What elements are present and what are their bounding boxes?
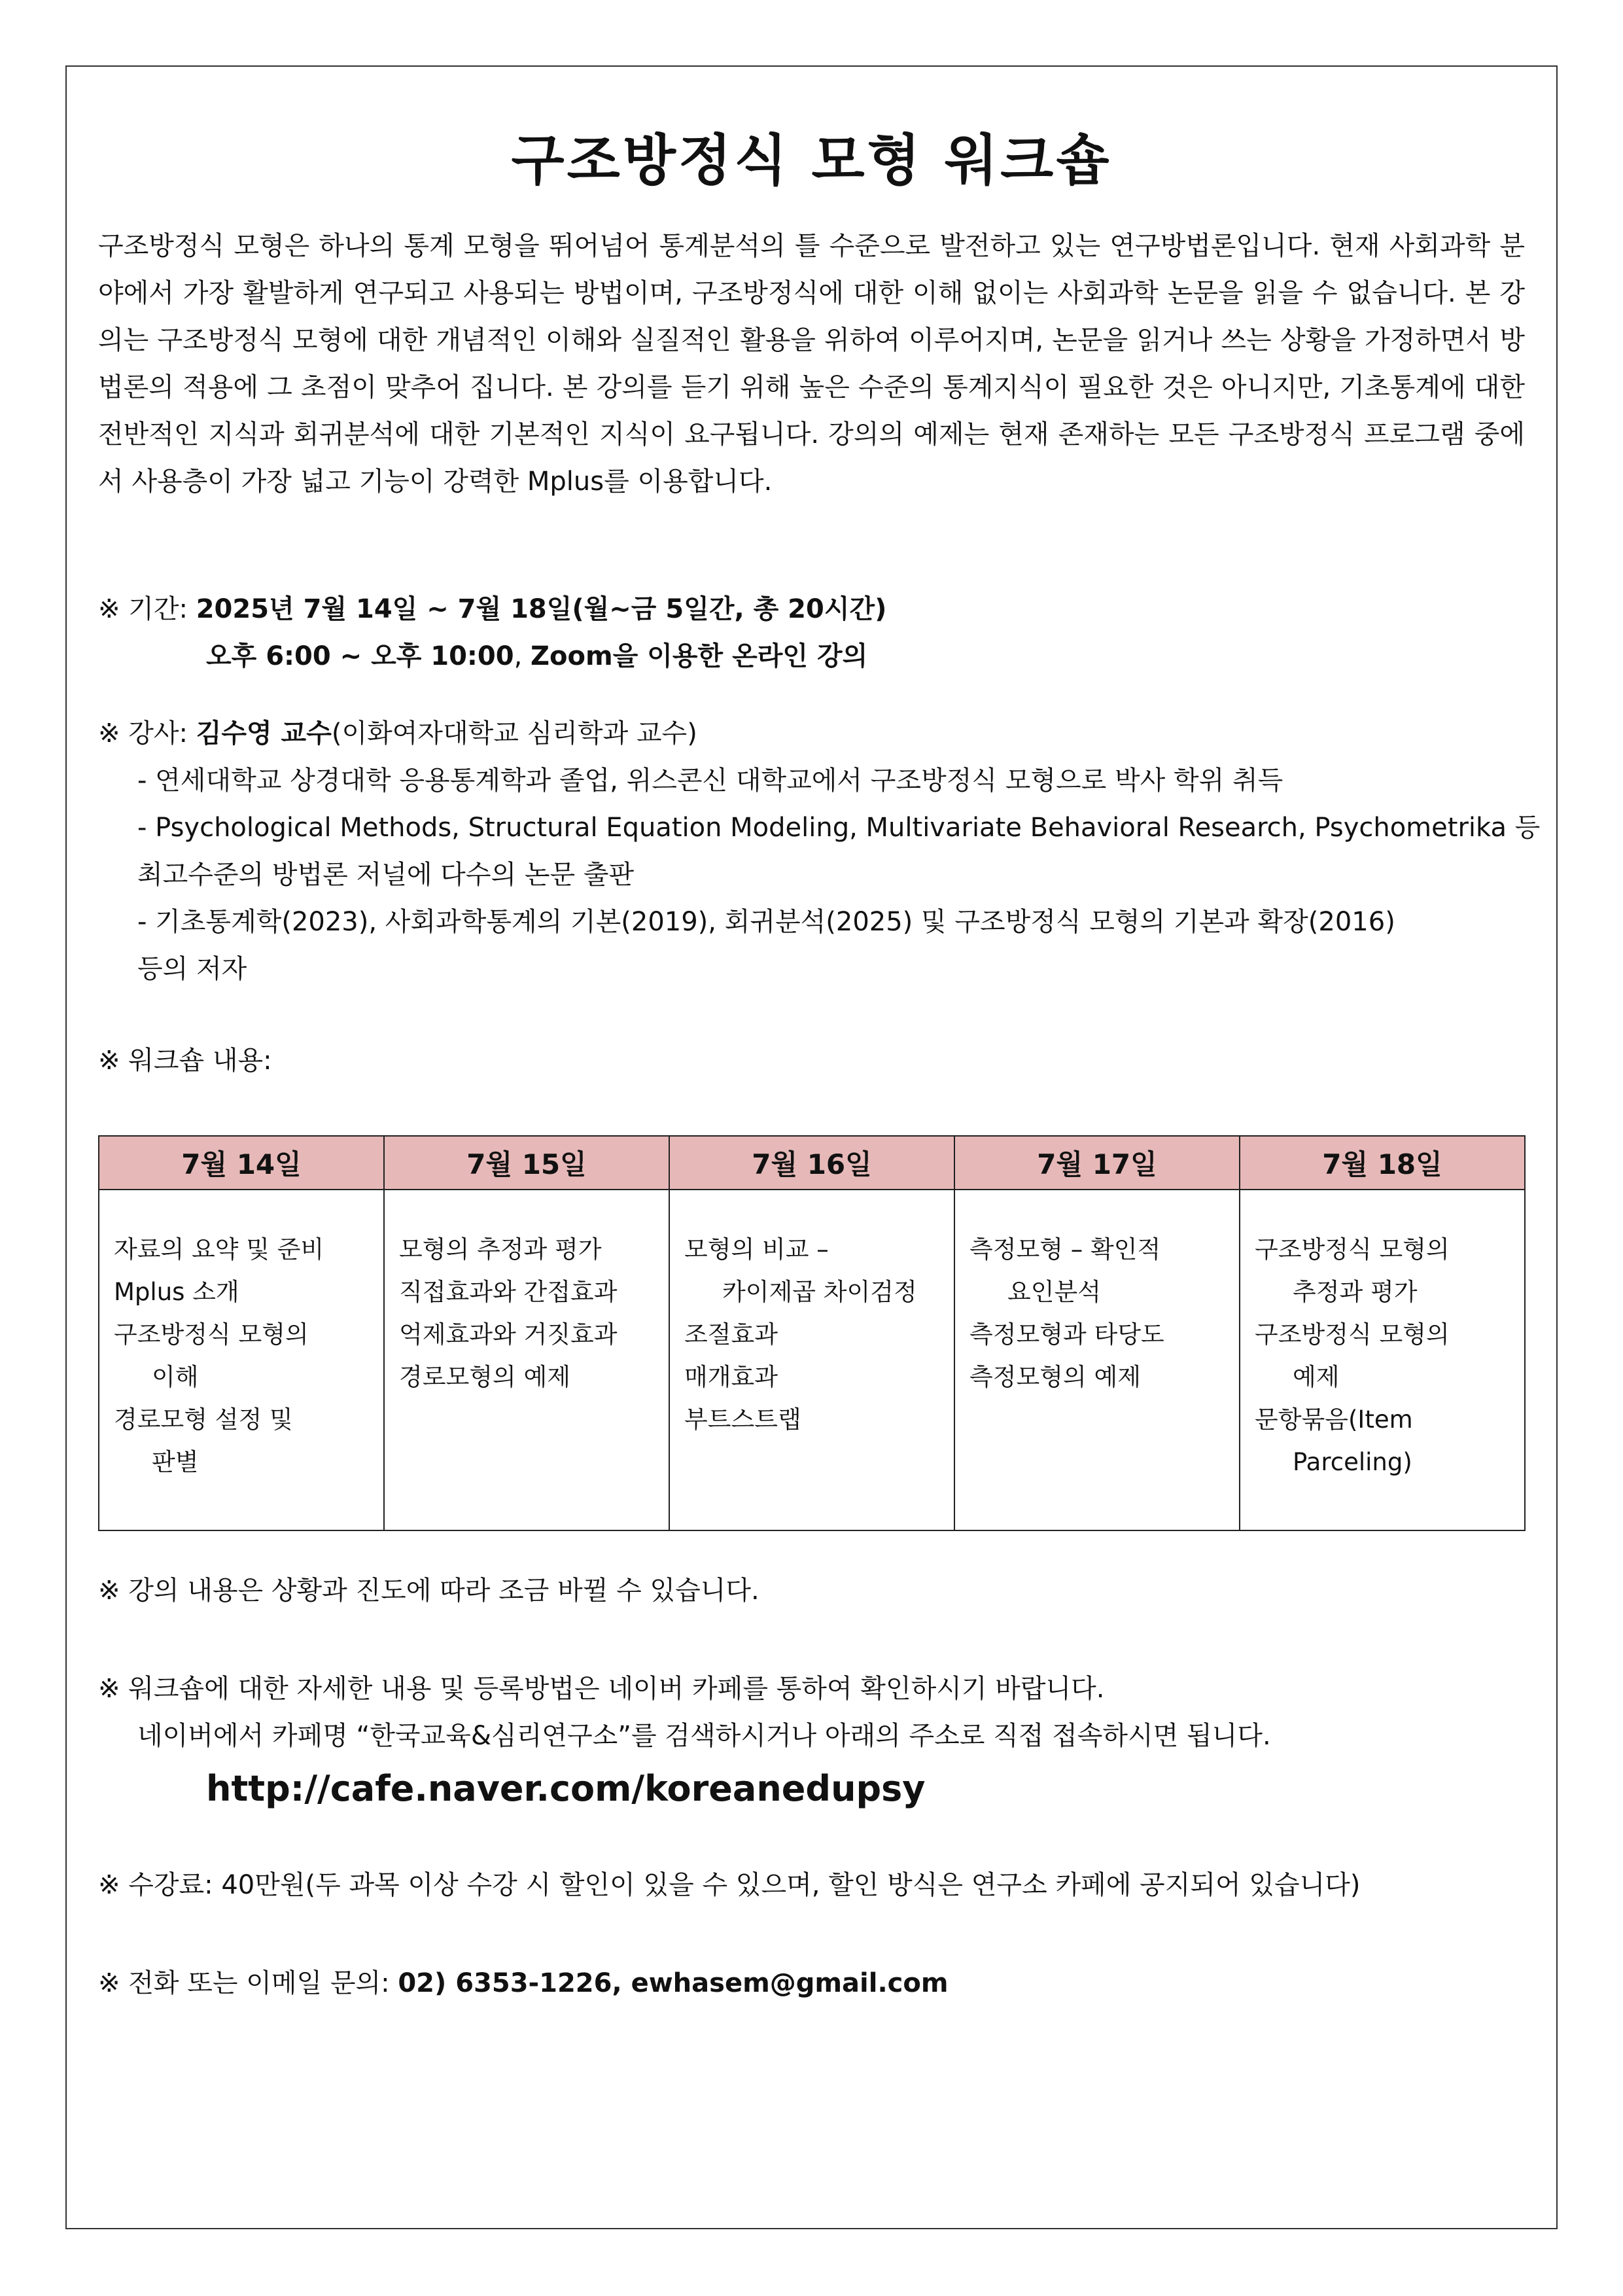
schedule-header-day2: 7월 15일 (384, 1136, 669, 1190)
cafe-url-link[interactable]: http://cafe.naver.com/koreanedupsy (206, 1768, 926, 1809)
schedule-cell-day2 (384, 1190, 669, 1530)
instructor-line (98, 710, 1525, 757)
instructor-bio-1: - 연세대학교 상경대학 응용통계학과 졸업, 위스콘신 대학교에서 구조방정식 모형으로 박사 학위 취득 (137, 766, 1283, 796)
schedule-item: 측정모형과 타당도 (969, 1320, 1164, 1349)
registration-line1: ※ 워크숍에 대한 자세한 내용 및 등록방법은 네이버 카페를 통하여 확인하시기 바랍니다. (98, 1674, 1105, 1704)
schedule-cell-day1 (99, 1190, 384, 1530)
schedule-item: 구조방정식 모형의 (1255, 1235, 1450, 1263)
schedule-item: 매개효과 (684, 1363, 778, 1391)
fee-block (98, 1862, 1525, 1909)
schedule-item: 추정과 평가 (1293, 1278, 1418, 1306)
schedule-item: 경로모형의 예제 (399, 1363, 570, 1391)
instructor-section (98, 710, 1541, 993)
period-label: ※ 기간: (98, 594, 196, 624)
schedule-item: Parceling) (1293, 1448, 1412, 1476)
workshop-label: ※ 워크숍 내용: (98, 1046, 272, 1076)
instructor-bio-2: - Psychological Methods, Structural Equation Modeling, Multivariate Behavioral Research, Psychometrika 등 (137, 813, 1541, 843)
note-change-block (98, 1567, 1525, 1614)
schedule-item: 직접효과와 간접효과 (399, 1278, 618, 1306)
schedule-item: 모형의 추정과 평가 (399, 1235, 602, 1263)
period-dates: 2025년 7월 14일 ~ 7월 18일(월~금 5일간, 총 20시간) (196, 594, 887, 624)
schedule-item: 문항묶음(Item (1255, 1405, 1413, 1434)
period-time-sep: , (514, 641, 531, 671)
schedule-item: 억제효과와 거짓효과 (399, 1320, 618, 1349)
period-section (98, 586, 1525, 680)
schedule-content-row (99, 1190, 1525, 1530)
workshop-label-block (98, 1037, 1525, 1084)
contact-line (98, 1960, 1525, 2007)
instructor-label: ※ 강사: (98, 718, 196, 749)
schedule-header-row (99, 1136, 1525, 1190)
instructor-bio-4: - 기초통계학(2023), 사회과학통계의 기본(2019), 회귀분석(2025) 및 구조방정식 모형의 기본과 확장(2016) (137, 907, 1395, 937)
schedule-item: 측정모형 – 확인적 (969, 1235, 1161, 1263)
instructor-bio-5: 등의 저자 (137, 954, 247, 984)
schedule-header-day1: 7월 14일 (99, 1136, 384, 1190)
schedule-item: Mplus 소개 (114, 1278, 239, 1306)
schedule-item: 카이제곱 차이검정 (722, 1278, 917, 1306)
instructor-name: 김수영 교수 (196, 718, 332, 749)
schedule-item: 자료의 요약 및 준비 (114, 1235, 324, 1263)
time-line (98, 633, 1525, 680)
contact-label: ※ 전화 또는 이메일 문의: (98, 1968, 398, 1998)
schedule-cell-day5 (1240, 1190, 1525, 1530)
period-line (98, 586, 1525, 633)
schedule-header-day4: 7월 17일 (954, 1136, 1240, 1190)
schedule-item: 이해 (152, 1363, 199, 1391)
schedule-item: 구조방정식 모형의 (114, 1320, 309, 1349)
schedule-header-day5: 7월 18일 (1240, 1136, 1525, 1190)
schedule-item: 경로모형 설정 및 (114, 1405, 293, 1434)
registration-section (98, 1665, 1525, 1818)
fee-text: ※ 수강료: 40만원(두 과목 이상 수강 시 할인이 있을 수 있으며, 할인 방식은 연구소 카페에 공지되어 있습니다) (98, 1870, 1361, 1900)
schedule-item: 판별 (152, 1448, 199, 1476)
schedule-item: 요인분석 (1007, 1278, 1101, 1306)
page-title: 구조방정식 모형 워크숍 (511, 128, 1112, 192)
schedule-cell-day3 (669, 1190, 954, 1530)
note-change: ※ 강의 내용은 상황과 진도에 따라 조금 바뀔 수 있습니다. (98, 1576, 759, 1606)
schedule-item: 측정모형의 예제 (969, 1363, 1141, 1391)
contact-value: 02) 6353-1226, ewhasem@gmail.com (398, 1968, 949, 1998)
schedule-item: 예제 (1293, 1363, 1340, 1391)
schedule-table (98, 1135, 1526, 1531)
schedule-cell-day4 (954, 1190, 1240, 1530)
instructor-affiliation: (이화여자대학교 심리학과 교수) (331, 718, 697, 749)
schedule-item: 조절효과 (684, 1320, 778, 1349)
schedule-item: 구조방정식 모형의 (1255, 1320, 1450, 1349)
period-mode: Zoom을 이용한 온라인 강의 (531, 641, 868, 671)
schedule-header-day3: 7월 16일 (669, 1136, 954, 1190)
schedule-item: 부트스트랩 (684, 1405, 801, 1434)
instructor-bio-3: 최고수준의 방법론 저널에 다수의 논문 출판 (137, 860, 635, 890)
schedule-item: 모형의 비교 – (684, 1235, 829, 1263)
registration-line2: 네이버에서 카페명 “한국교육&심리연구소”를 검색하시거나 아래의 주소로 직접 접속하시면 됩니다. (137, 1721, 1271, 1751)
intro-paragraph: 구조방정식 모형은 하나의 통계 모형을 뛰어넘어 통계분석의 틀 수준으로 발전하고 있는 연구방법론입니다. 현재 사회과학 분야에서 가장 활발하게 연구되고 사용되는 방법이며, 구조방정식에 대한 이해 없이는 사회과학 논문을 읽을 수 없습니다. 본 강의는 구조방정식 모형에 대한 개념적인 이해와 실질적인 활용을 위하여 이루어지며, 논문을 읽거나 쓰는 상황을 가정하면서 방법론의 적용에 그 초점이 맞추어 집니다. 본 강의를 듣기 위해 높은 수준의 통계지식이 필요한 것은 아니지만, 기초통계에 대한 전반적인 지식과 회귀분석에 대한 기본적인 지식이 요구됩니다. 강의의 예제는 현재 존재하는 모든 구조방정식 프로그램 중에서 사용층이 가장 넓고 기능이 강력한 Mplus를 이용합니다. (98, 231, 1525, 497)
contact-block (98, 1960, 1525, 2007)
period-time: 오후 6:00 ~ 오후 10:00 (206, 641, 514, 671)
